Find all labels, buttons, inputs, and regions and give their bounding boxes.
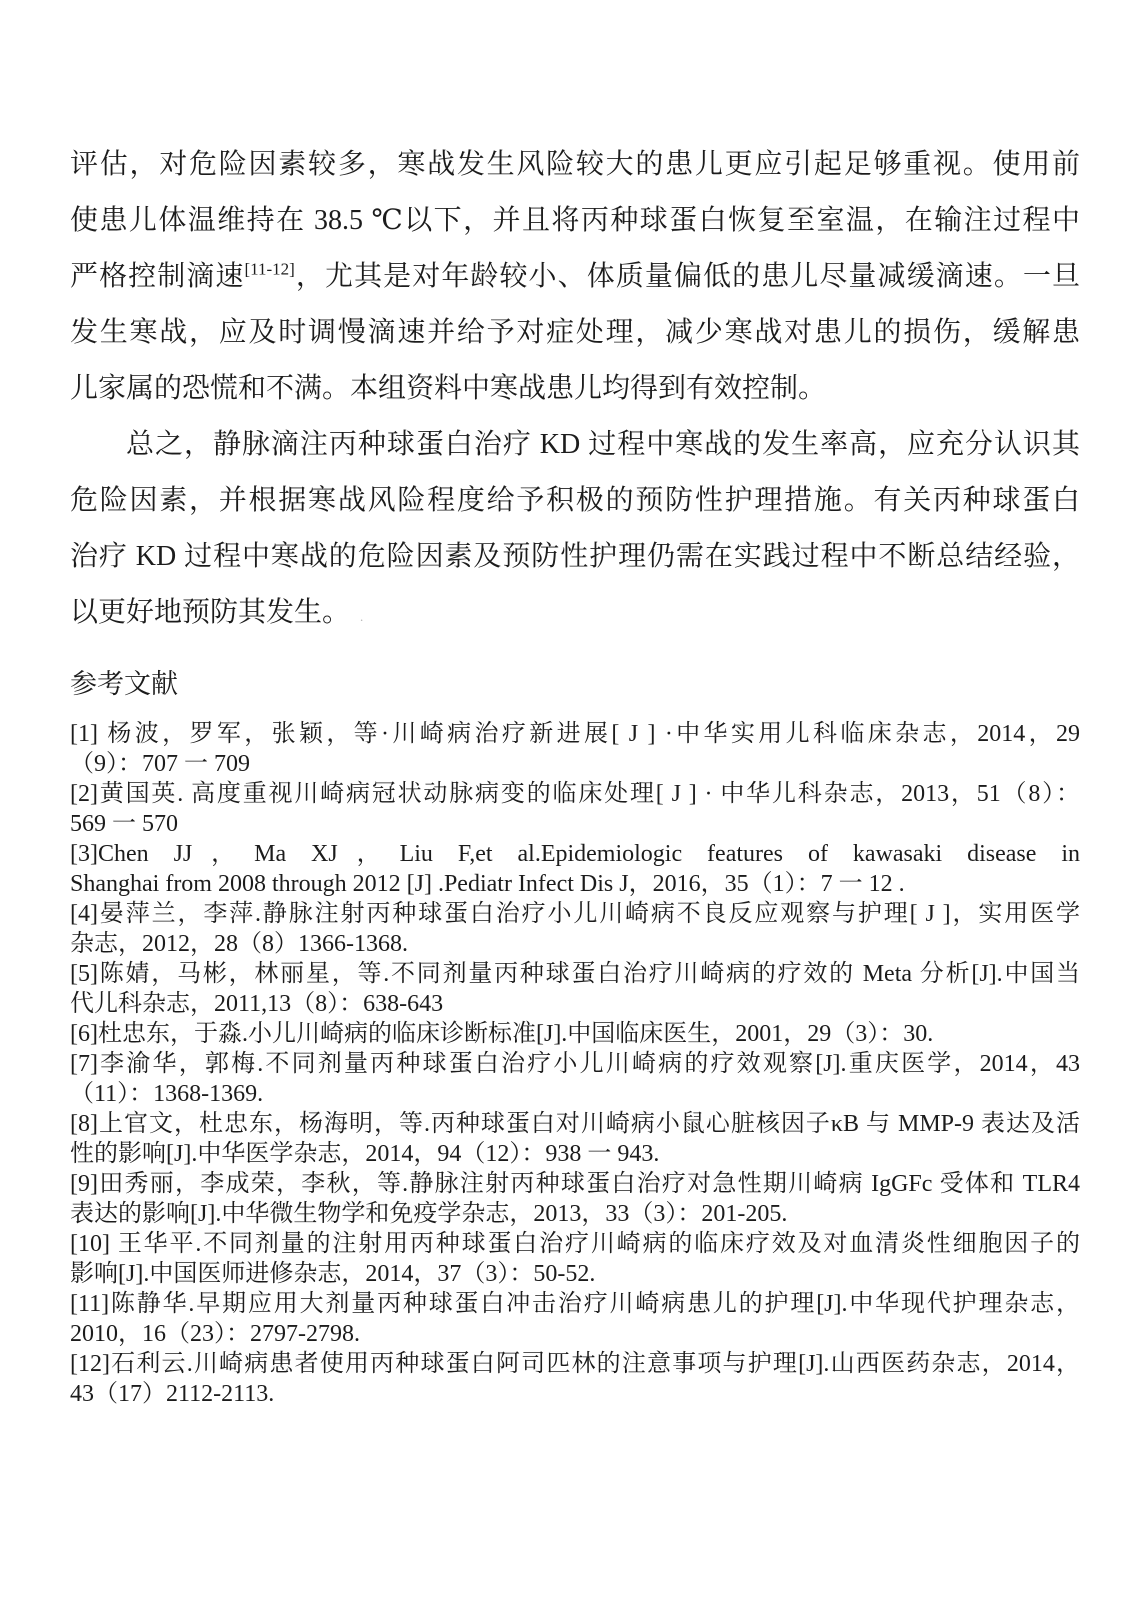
body-text-line xyxy=(70,249,1080,305)
body-text-line xyxy=(70,585,1080,645)
reference-line: 569 一 570 xyxy=(70,811,178,837)
body-text-line: 治疗 KD 过程中寒战的危险因素及预防性护理仍需在实践过程中不断总结经验， xyxy=(70,541,1080,572)
reference-line: [12]石利云.川崎病患者使用丙种球蛋白阿司匹林的注意事项与护理[J].山西医药杂志，2014， xyxy=(70,1351,1080,1377)
body-text-segment: ，尤其是对年龄较小、体质量偏低的患儿尽量减缓滴速。一旦 xyxy=(294,261,1080,292)
reference-line: 性的影响[J].中华医学杂志，2014，94（12）：938 一 943. xyxy=(70,1141,660,1167)
body-text-line: 危险因素，并根据寒战风险程度给予积极的预防性护理措施。有关丙种球蛋白 xyxy=(70,485,1080,516)
reference-line: 杂志，2012，28（8）1366-1368. xyxy=(70,931,408,957)
reference-line: 2010，16（23）：2797-2798. xyxy=(70,1321,360,1347)
reference-line: [4]晏萍兰，李萍.静脉注射丙种球蛋白治疗小儿川崎病不良反应观察与护理[ J ]，实用医学 xyxy=(70,901,1080,927)
body-text-line: 使患儿体温维持在 38.5 ℃以下，并且将丙种球蛋白恢复至室温，在输注过程中 xyxy=(70,205,1080,236)
body-text-segment: 以更好地预防其发生。 xyxy=(70,597,351,628)
reference-line: [6]杜忠东，于淼.小儿川崎病的临床诊断标准[J].中国临床医生，2001，29（3）：30. xyxy=(70,1021,934,1047)
body-text-line: 儿家属的恐慌和不满。本组资料中寒战患儿均得到有效控制。 xyxy=(70,373,827,404)
reference-line: 代儿科杂志，2011,13（8）：638-643 xyxy=(70,991,444,1017)
reference-line: 影响[J].中国医师进修杂志，2014，37（3）：50-52. xyxy=(70,1261,596,1287)
reference-line: Shanghai from 2008 through 2012 [J] .Pediatr Infect Dis J，2016，35（1）：7 一 12 . xyxy=(70,871,905,897)
references-list xyxy=(70,719,1080,1409)
body-text-segment: 严格控制滴速 xyxy=(70,261,245,292)
reference-line: （9）：707 一 709 xyxy=(70,751,250,777)
body-text-line: 评估，对危险因素较多，寒战发生风险较大的患儿更应引起足够重视。使用前 xyxy=(70,149,1080,180)
reference-line: [8]上官文，杜忠东，杨海明，等.丙种球蛋白对川崎病小鼠心脏核因子κB 与 MMP-9 表达及活 xyxy=(70,1111,1080,1137)
references-heading: 参考文献 xyxy=(70,669,178,699)
citation-superscript: [11-12] xyxy=(244,259,295,279)
reference-line: [2]黄国英. 高度重视川崎病冠状动脉病变的临床处理[ J ] · 中华儿科杂志，2013，51（8）： xyxy=(70,781,1080,807)
reference-line: [7]李渝华，郭梅.不同剂量丙种球蛋白治疗小儿川崎病的疗效观察[J].重庆医学，2014，43 xyxy=(70,1051,1080,1077)
scan-artifact: . xyxy=(360,609,364,624)
reference-line: [9]田秀丽，李成荣，李秋，等.静脉注射丙种球蛋白治疗对急性期川崎病 IgGFc 受体和 TLR4 xyxy=(70,1171,1080,1197)
reference-line: [1] 杨波，罗军，张颖，等·川崎病治疗新进展[ J ] ·中华实用儿科临床杂志，2014，29 xyxy=(70,721,1080,747)
body-paragraph-2 xyxy=(70,417,1080,645)
reference-line: 43（17）2112-2113. xyxy=(70,1381,275,1407)
body-text-line: 总之，静脉滴注丙种球蛋白治疗 KD 过程中寒战的发生率高，应充分认识其 xyxy=(126,429,1080,460)
body-paragraph-1 xyxy=(70,137,1080,417)
reference-line: [5]陈婧，马彬，林丽星，等.不同剂量丙种球蛋白治疗川崎病的疗效的 Meta 分析[J].中国当 xyxy=(70,961,1080,987)
reference-line: 表达的影响[J].中华微生物学和免疫学杂志，2013，33（3）：201-205. xyxy=(70,1201,788,1227)
reference-line: [3]Chen JJ，Ma XJ，Liu F,et al.Epidemiologic features of kawasaki disease in xyxy=(70,841,1080,867)
reference-line: [10] 王华平.不同剂量的注射用丙种球蛋白治疗川崎病的临床疗效及对血清炎性细胞因子的 xyxy=(70,1231,1080,1257)
body-text-line: 发生寒战，应及时调慢滴速并给予对症处理，减少寒战对患儿的损伤，缓解患 xyxy=(70,317,1080,348)
reference-line: （11）：1368-1369. xyxy=(70,1081,264,1107)
reference-line: [11]陈静华.早期应用大剂量丙种球蛋白冲击治疗川崎病患儿的护理[J].中华现代护理杂志， xyxy=(70,1291,1080,1317)
